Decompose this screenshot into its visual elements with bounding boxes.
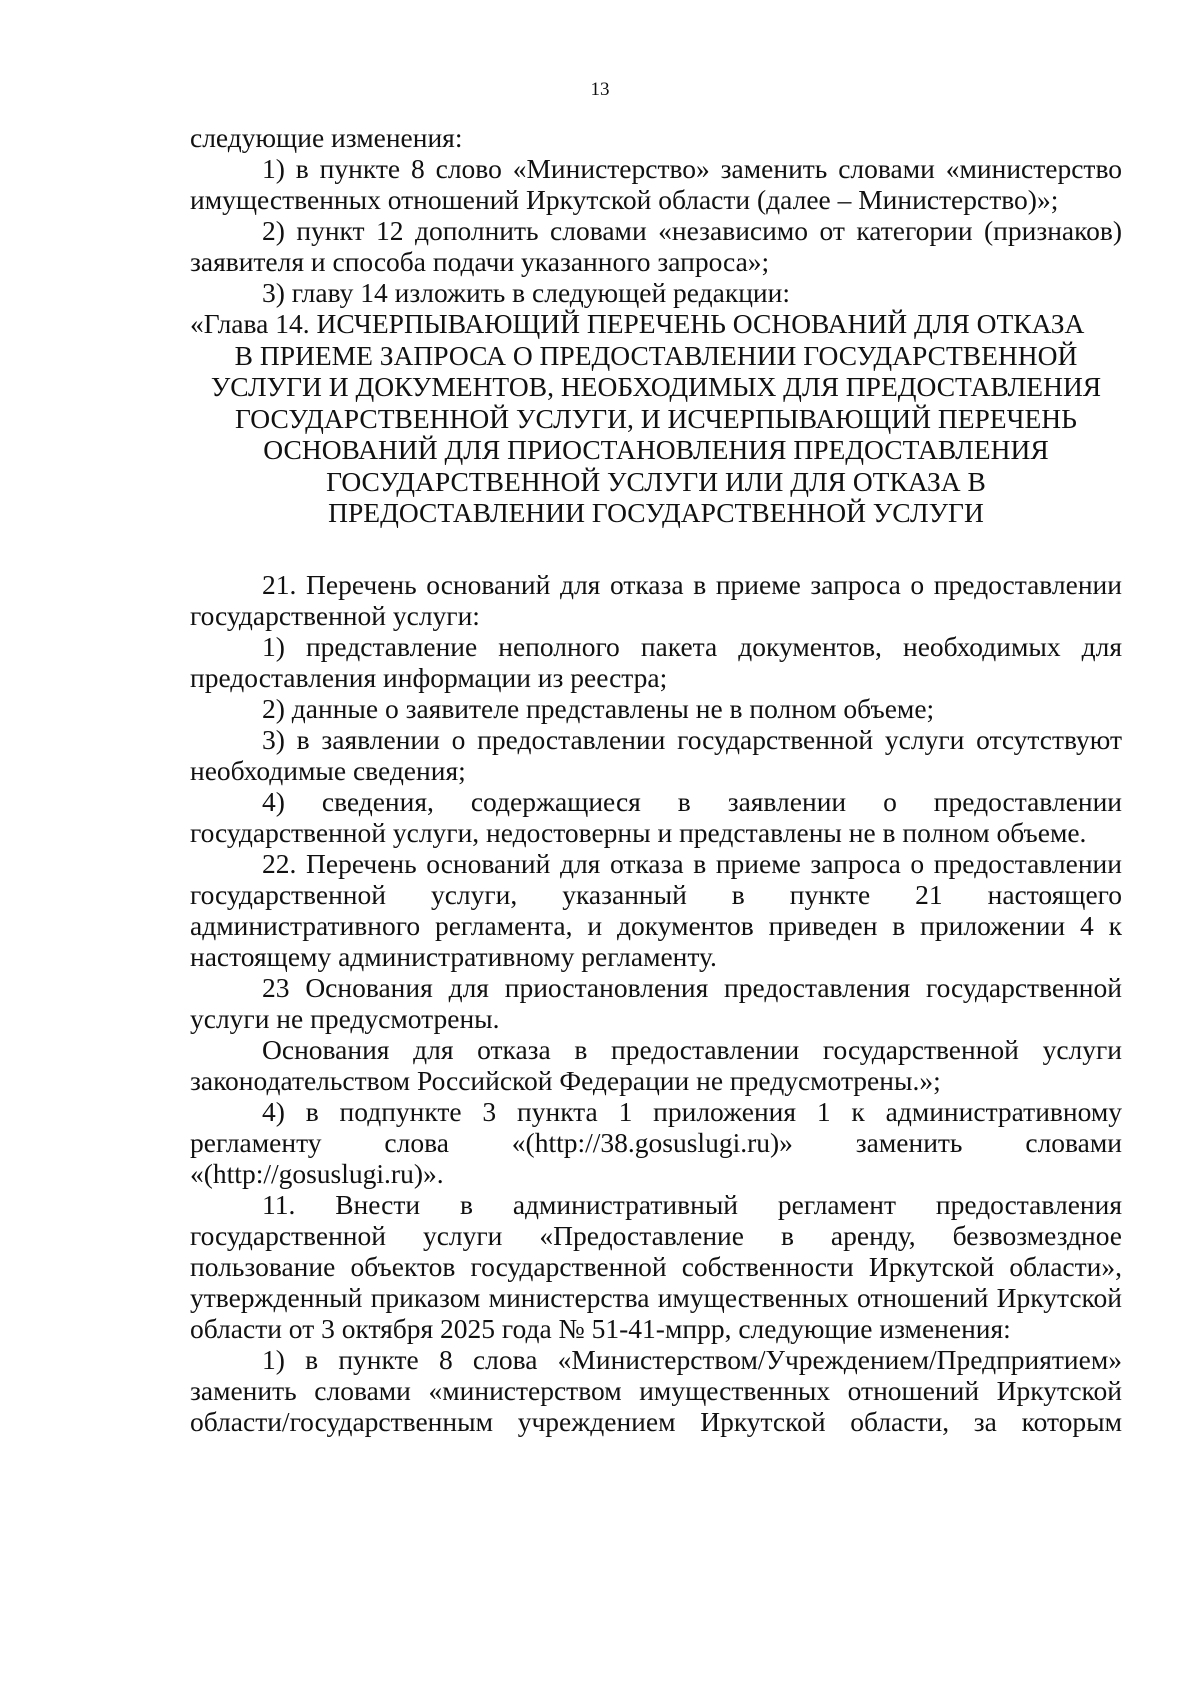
section-11: 11. Внести в административный регламент предоставления государственной услуги «Предоставление в аренду, безвозмездное пользование объектов государственной собственности Иркутской области», утвержденный приказом министерства имущественных отношений Иркутской области от 3 октября 2025 года № 51-41-мпрр, следующие изменения: — [190, 1188, 1122, 1344]
intro-line: следующие изменения: — [190, 122, 463, 153]
clause-21: 21. Перечень оснований для отказа в приеме запроса о предоставлении государственной услуги: — [190, 568, 1122, 631]
amendment-item-3: 3) главу 14 изложить в следующей редакции: — [262, 277, 790, 308]
amendment-item-4: 4) в подпункте 3 пункта 1 приложения 1 к административному регламенту слова «(http://38.gosuslugi.ru)» заменить словами «(http://gosuslugi.ru)». — [190, 1095, 1122, 1189]
clause-22: 22. Перечень оснований для отказа в приеме запроса о предоставлении государственной услуги, указанный в пункте 21 настоящего административного регламента, и документов приведен в приложении 4 к настоящему административному регламенту. — [190, 847, 1122, 972]
amendment-item-2: 2) пункт 12 дополнить словами «независимо от категории (признаков) заявителя и способа подачи указанного запроса»; — [190, 215, 1122, 277]
chapter-heading-line: «Глава 14. ИСЧЕРПЫВАЮЩИЙ ПЕРЕЧЕНЬ ОСНОВАНИЙ ДЛЯ ОТКАЗА — [190, 308, 1085, 339]
clause-23-refusal: Основания для отказа в предоставлении государственной услуги законодательством Российской Федерации не предусмотрены.»; — [190, 1033, 1122, 1096]
clause-21-item-3: 3) в заявлении о предоставлении государственной услуги отсутствуют необходимые сведения; — [190, 723, 1122, 786]
clause-21-item-1: 1) представление неполного пакета документов, необходимых для предоставления информации из реестра; — [190, 630, 1122, 693]
document-body — [190, 122, 1122, 1437]
chapter-heading-line: ГОСУДАРСТВЕННОЙ УСЛУГИ ИЛИ ДЛЯ ОТКАЗА В — [326, 465, 986, 497]
clause-23: 23 Основания для приостановления предоставления государственной услуги не предусмотрены. — [190, 971, 1122, 1034]
chapter-heading — [190, 308, 1122, 529]
chapter-heading-line: В ПРИЕМЕ ЗАПРОСА О ПРЕДОСТАВЛЕНИИ ГОСУДАРСТВЕННОЙ — [234, 339, 1078, 371]
section-11-item-1: 1) в пункте 8 слова «Министерством/Учреждением/Предприятием» заменить словами «министерством имущественных отношений Иркутской области/государственным учреждением Иркутской области, за которым — [190, 1343, 1122, 1437]
clause-21-item-2: 2) данные о заявителе представлены не в полном объеме; — [262, 692, 935, 724]
heading-spacer — [190, 529, 1122, 569]
chapter-heading-line: ГОСУДАРСТВЕННОЙ УСЛУГИ, И ИСЧЕРПЫВАЮЩИЙ ПЕРЕЧЕНЬ — [235, 402, 1077, 434]
chapter-heading-line: ОСНОВАНИЙ ДЛЯ ПРИОСТАНОВЛЕНИЯ ПРЕДОСТАВЛЕНИЯ — [263, 434, 1049, 465]
amendment-item-1: 1) в пункте 8 слово «Министерство» заменить словами «министерство имущественных отношений Иркутской области (далее – Министерство)»; — [190, 153, 1122, 215]
page-number: 13 — [590, 79, 610, 100]
chapter-heading-line: ПРЕДОСТАВЛЕНИИ ГОСУДАРСТВЕННОЙ УСЛУГИ — [328, 497, 984, 528]
clause-21-item-4: 4) сведения, содержащиеся в заявлении о предоставлении государственной услуги, недостоверны и представлены не в полном объеме. — [190, 785, 1122, 848]
chapter-heading-line: УСЛУГИ И ДОКУМЕНТОВ, НЕОБХОДИМЫХ ДЛЯ ПРЕДОСТАВЛЕНИЯ — [210, 371, 1102, 402]
